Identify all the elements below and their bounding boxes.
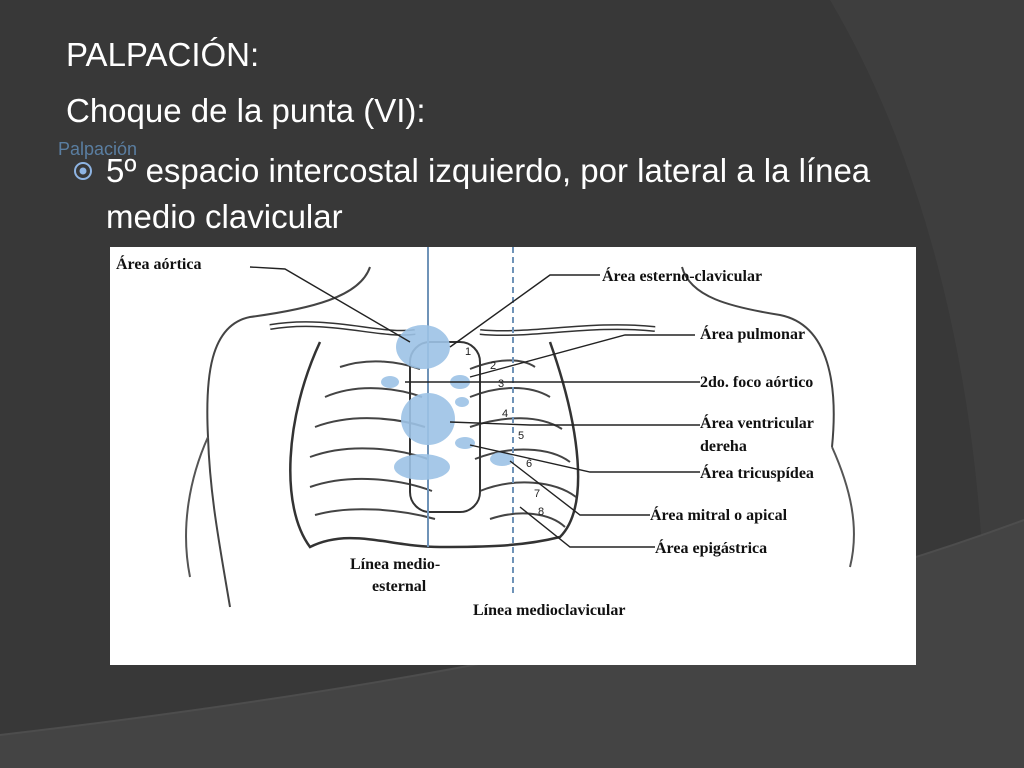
label-area-esterno-clavicular: Área esterno-clavicular — [602, 268, 763, 285]
rib-number: 7 — [534, 488, 541, 500]
epigastric-focus — [394, 454, 450, 480]
right-ventricular-focus — [401, 393, 455, 445]
sternoclavicular-focus — [455, 397, 469, 407]
tricuspid-focus — [455, 437, 475, 449]
ribs — [310, 360, 576, 527]
label-linea-medio-esternal: Línea medio- — [350, 556, 441, 573]
second-aortic-focus — [381, 376, 399, 388]
torso-outline — [207, 267, 370, 607]
label-area-epigastrica: Área epigástrica — [655, 540, 768, 557]
rib-number: 5 — [518, 430, 525, 442]
slide-title: PALPACIÓN: — [66, 36, 260, 73]
label-area-mitral: Área mitral o apical — [650, 507, 788, 524]
label-area-ventricular: Área ventricular — [700, 415, 814, 432]
aortic-focus — [396, 325, 450, 369]
label-linea-medio-esternal-2: esternal — [372, 578, 427, 595]
label-area-tricuspidea: Área tricuspídea — [700, 465, 814, 482]
rib-number: 2 — [490, 360, 497, 372]
rib-cage — [290, 342, 578, 547]
label-linea-medioclavicular: Línea medioclavicular — [473, 602, 626, 619]
rib-number: 1 — [465, 346, 472, 358]
ring-bullet-icon — [72, 160, 94, 182]
label-area-pulmonar: Área pulmonar — [700, 326, 806, 343]
rib-number: 8 — [538, 506, 545, 518]
slide-subtitle: Choque de la punta (VI): — [66, 92, 426, 129]
rib-number: 3 — [498, 378, 505, 390]
label-area-aortica: Área aórtica — [116, 256, 202, 273]
label-area-ventricular-2: dereha — [700, 438, 747, 455]
chest-diagram — [110, 247, 916, 665]
rib-number: 4 — [502, 408, 509, 420]
bullet-text: 5º espacio intercostal izquierdo, por lateral a la línea medio clavicular — [106, 152, 871, 235]
rib-number: 6 — [526, 458, 533, 470]
focus-areas — [381, 325, 514, 480]
ghost-title: Palpación — [58, 139, 138, 159]
chest-diagram-svg — [110, 247, 916, 665]
label-foco-aortico: 2do. foco aórtico — [700, 374, 814, 391]
